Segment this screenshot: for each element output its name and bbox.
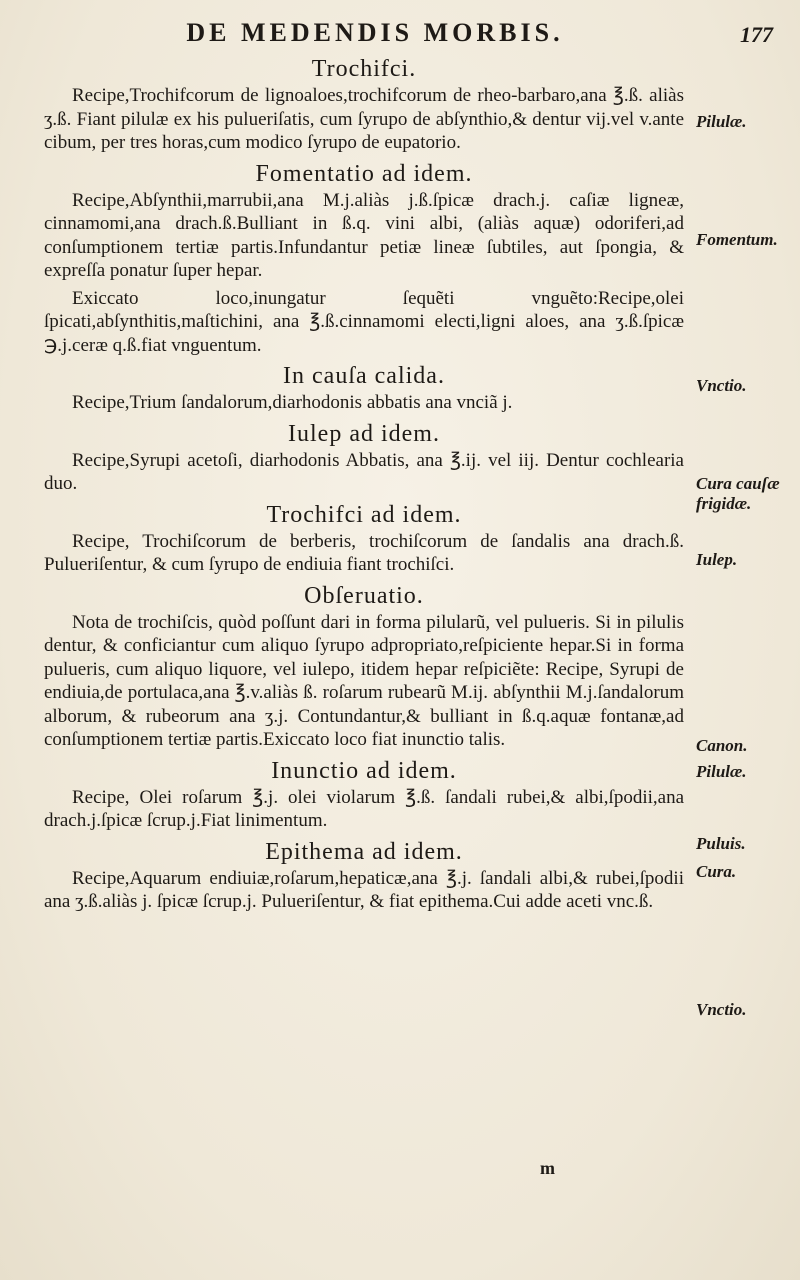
recipe-paragraph: Recipe,Abſynthii,marrubii,ana M.j.aliàs j.ß.ſpicæ drach.j. caſiæ ligneæ, cinnamomi,ana drach.ß.Bulliant in ß.q. vini albi, (aliàs aquæ) odoriferi,ad conſumptionem tertiæ partis.Infundantur petiæ lineæ ſubtiles, aut ſpongia, & expreſſa ponatur ſuper hepar. (44, 189, 684, 281)
section-heading: In cauſa calida. (283, 363, 445, 389)
section-heading: Iulep ad idem. (288, 420, 440, 447)
section-iulep (44, 419, 684, 496)
section-heading: Inunctio ad idem. (271, 757, 457, 784)
recipe-paragraph: Recipe,Aquarum endiuiæ,roſarum,hepaticæ,ana ℥.j. ſandali albi,& rubei,ſpodii ana ʒ.ß.aliàs j. ſpicæ ſcrup.j. Pulueriſentur, & fiat epithema.Cui adde aceti vnc.ß. (44, 867, 684, 912)
margin-note: Puluis. (696, 834, 746, 853)
margin-note: Cura. (696, 862, 737, 881)
section-heading: Trochifci. (311, 56, 417, 82)
recipe-paragraph: Recipe,Trochifcorum de lignoaloes,trochifcorum de rheo-barbaro,ana ℥.ß. aliàs ʒ.ß. Fiant pilulæ ex his pulueriſatis, cum ſyrupo de abſynthio,& dentur vij.vel v.ante cibum, per tres horas,cum modico ſyrupo de eupatorio. (44, 85, 684, 153)
recipe-paragraph: Recipe, Olei roſarum ℥.j. olei violarum ℥.ß. ſandali rubei,& albi,ſpodii,ana drach.j.ſpicæ ſcrup.j.Fiat linimentum. (44, 786, 684, 831)
margin-note: Vnctio. (696, 1000, 747, 1019)
section-obseruatio (44, 581, 684, 752)
section-heading: Trochifci ad idem. (266, 501, 462, 528)
margin-note: Cura cauſæ frigidæ. (696, 474, 780, 513)
section-epithema (44, 837, 684, 914)
margin-note: Canon. (696, 736, 748, 755)
section-causa-calida (44, 361, 684, 415)
margin-note: Fomentum. (696, 230, 778, 249)
recipe-paragraph: Recipe,Trium ſandalorum,diarhodonis abbatis ana vnciã j. (72, 392, 513, 413)
margin-note: Iulep. (696, 550, 738, 569)
section-heading: Epithema ad idem. (265, 838, 463, 865)
section-trochisci-ad-idem (44, 500, 684, 577)
section-trochisci (44, 54, 684, 155)
section-heading: Fomentatio ad idem. (255, 160, 473, 187)
margin-note: Pilulæ. (696, 762, 747, 781)
recipe-paragraph: Nota de trochiſcis, quòd poſſunt dari in forma pilularũ, vel pulueris. Si in pilulis dentur, & conficiantur cum aliquo ſyrupo adpropriato,reſpiciente hepar.Si in forma pulueris, cum aliquo liquore, vel iulepo, itidem hepar reſpiciẽte: Recipe, Syrupi de endiuia,de portulaca,ana ℥.v.aliàs ß. roſarum rubearũ M.ij. abſynthii M.j.ſandalorum alborum, & rubeorum ana ʒ.j. Contundantur,& bulliant in ß.q.aquæ fontanæ,ad conſumptionem tertiæ partis.Exiccato loco fiat inunctio talis. (44, 611, 684, 750)
recipe-paragraph: Recipe, Trochiſcorum de berberis, trochiſcorum de ſandalis ana drach.ß. Pulueriſentur, & cum ſyrupo de endiuia fiant trochiſci. (44, 530, 684, 575)
recipe-paragraph: Exiccato loco,inungatur ſequẽti vnguẽto:Recipe,olei ſpicati,abſynthitis,maſtichini, ana ℥.ß.cinnamomi electi,ligni aloes, ana ʒ.ß.ſpicæ ℈.j.ceræ q.ß.fiat vnguentum. (44, 287, 684, 356)
section-heading: Obſeruatio. (304, 582, 424, 609)
page-number: 177 (740, 22, 773, 47)
margin-note: Pilulæ. (696, 112, 747, 131)
section-inunctio (44, 756, 684, 833)
signature-mark: m (540, 1158, 555, 1178)
recipe-paragraph: Recipe,Syrupi acetoſi, diarhodonis Abbatis, ana ℥.ij. vel iij. Dentur cochlearia duo. (44, 449, 684, 494)
margin-note: Vnctio. (696, 376, 747, 395)
section-fomentatio (44, 159, 684, 358)
text-block (44, 52, 684, 918)
running-head: DE MEDENDIS MORBIS. (186, 18, 564, 47)
